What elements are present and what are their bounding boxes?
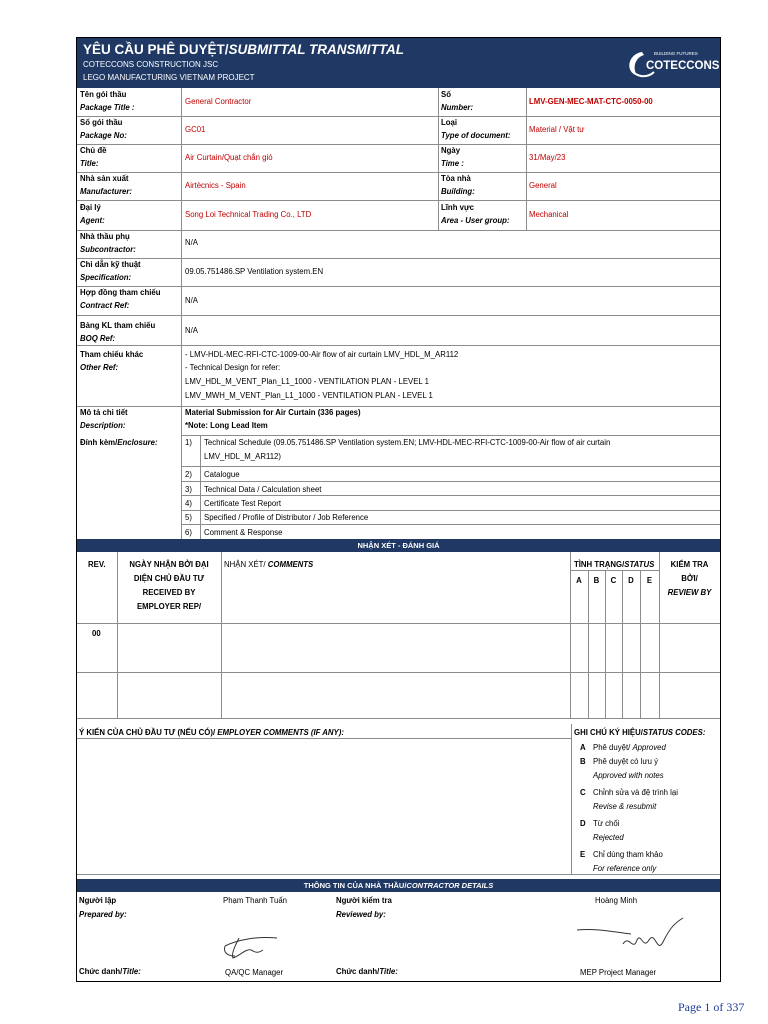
enclosure-item: Technical Data / Calculation sheet — [204, 485, 322, 494]
enclosure-label: Đính kèm/Enclosure: — [80, 438, 158, 447]
doc-type-label: Loại — [441, 118, 458, 127]
submittal-form: YÊU CẦU PHÊ DUYỆT/SUBMITTAL TRANSMITTAL COTECCONS CONSTRUCTION JSC LEGO MANUFACTURING VIETNAM PROJECT BUILDING FUTURES COTECCONS Tên gói thầu Package Title : General Contractor Số Number: LMV-GEN-MEC-MAT-CTC-0050-00 Số gói thầu Package No: GC01 Loại Type of document: Material / Vật tư Chủ đề Title: Air Curtain/Quạt chắn gió Ngày Time : 31/May/23 Nhà sản xuất Manufacturer: Airtècnics - Spain Tòa nhà Building: General Đại lý Agent: Song Loi Technical Trading Co., LTD Lĩnh vực Area - User group: Mechanical Nhà thầu phụ Subcontractor: N/A Chỉ dẫn kỹ thuật Specification: 09.05.751486.SP Ventilation system.EN Hợp đồng tham chiếu Contract Ref: N/A Bảng KL tham chiếu BOQ Ref: N/A Tham chiếu khác Other Ref: - LMV-HDL-MEC-RFI-CTC-1009-00-Air flow of air curtain LMV_HDL_M_AR112 - Technical Design for refer: LMV_HDL_M_VENT_Plan_L1_1000 - VENTILATION PLAN - LEVEL 1 LMV_MWH_M_VENT_Plan_L1_1000 - VENTILATION PLAN - LEVEL 1 Mô tả chi tiết Description: Material Submission for Air Curtain (336 pages) *Note: Long Lead Item Đính kèm/Enclosure: 1) Technical Schedule (09.05.751486.SP Ventilation system.EN; LMV-HDL-MEC-RFI-CTC-1009-00-Air flow of air curtain LMV_HDL_M_AR112) 2) Catalogue 3) Technical Data / Calculation sheet 4) Certificate Test Report 5) Specified / Profile of Distributor / Job Reference 6) Comment & Response NHẬN XÉT - ĐÁNH GIÁ REV. NGÀY NHẬN BỞI ĐẠI DIỆN CHỦ ĐẦU TƯ RECEIVED BY EMPLOYER REP/ NHẬN XÉT/ COMMENTS TÌNH TRẠNG/STATUS A B C D E KIỂM TRA BỞI/ REVIEW BY 00 Ý KIẾN CỦA CHỦ ĐẦU TƯ (NẾU CÓ)/ EMPLOYER COMMENTS (IF ANY): GHI CHÚ KÝ HIỆU/STATUS CODES: A Phê duyệt/ Approved B Phê duyệt có lưu ý Approved with notes C Chỉnh sửa và đệ trình lại Revise & resubmit D Từ chối Rejected E Chỉ dùng tham khảo For reference only THÔNG TIN CỦA NHÀ THẦU/CONTRACTOR DETAILS Người lập Prepared by: Phạm Thanh Tuấn Người kiểm tra Reviewed by: Hoàng Minh Chức danh/Title: QA/QC Manager Chức danh/Title: MEP Project Manager — [76, 37, 721, 982]
enclosure-item: Specified / Profile of Distributor / Job Reference — [204, 513, 369, 522]
prepared-by-label: Người lập — [79, 896, 117, 905]
number-value: LMV-GEN-MEC-MAT-CTC-0050-00 — [529, 97, 653, 106]
logo-text: COTECCONS — [646, 60, 720, 72]
status-code-e: E — [580, 850, 586, 859]
area-label: Lĩnh vực — [441, 203, 474, 212]
rev-header: REV. — [88, 560, 106, 569]
review-by-header: KIỂM TRA — [670, 560, 709, 569]
enclosure-no: 6) — [185, 528, 192, 537]
reviewer-title: MEP Project Manager — [580, 968, 657, 977]
boq-ref-value: N/A — [185, 326, 198, 335]
logo-tagline: BUILDING FUTURES — [654, 51, 698, 56]
received-header: NGÀY NHẬN BỞI ĐẠI — [129, 560, 209, 569]
preparer-title: QA/QC Manager — [225, 968, 284, 977]
boq-ref-label: Bảng KL tham chiếu — [80, 321, 156, 330]
enclosure-no: 1) — [185, 438, 192, 447]
status-code-d: D — [580, 819, 586, 828]
status-code-a-desc: Phê duyệt/ Approved — [593, 743, 666, 752]
agent-value: Song Loi Technical Trading Co., LTD — [185, 210, 312, 219]
status-col-c: C — [610, 576, 617, 585]
number-label: Số — [441, 90, 451, 99]
status-col-b: B — [593, 576, 600, 585]
enclosure-item: LMV_HDL_M_AR112) — [204, 452, 281, 461]
coteccons-logo — [622, 46, 720, 82]
building-label: Tòa nhà — [441, 174, 471, 183]
agent-label: Đại lý — [80, 203, 101, 212]
company-name: COTECCONS CONSTRUCTION JSC — [83, 60, 219, 69]
enclosure-item: Catalogue — [204, 470, 240, 479]
other-ref-label: Tham chiếu khác — [80, 350, 144, 359]
other-ref-line: - Technical Design for refer: — [185, 363, 281, 372]
description-label: Mô tả chi tiết — [80, 408, 128, 417]
manufacturer-value: Airtècnics - Spain — [185, 181, 246, 190]
status-header: TÌNH TRẠNG/STATUS — [574, 560, 655, 569]
title-value: Air Curtain/Quạt chắn gió — [185, 153, 273, 162]
project-name: LEGO MANUFACTURING VIETNAM PROJECT — [83, 73, 255, 82]
status-col-e: E — [646, 576, 653, 585]
enclosure-no: 3) — [185, 485, 192, 494]
reviewed-title-label: Chức danh/Title: — [336, 967, 398, 976]
form-title: YÊU CẦU PHÊ DUYỆT/SUBMITTAL TRANSMITTAL — [83, 42, 405, 57]
enclosure-item: Technical Schedule (09.05.751486.SP Ventilation system.EN; LMV-HDL-MEC-RFI-CTC-1009-00-Air flow of air curtain — [204, 438, 611, 447]
page-number: Page 1 of 337 — [678, 1000, 745, 1014]
preparer-signature-icon — [217, 916, 297, 962]
area-value: Mechanical — [529, 210, 569, 219]
enclosure-no: 2) — [185, 470, 192, 479]
status-code-d-desc: Từ chối — [593, 819, 620, 828]
contractor-section-bar: THÔNG TIN CỦA NHÀ THẦU/CONTRACTOR DETAILS — [77, 879, 720, 892]
other-ref-line: LMV_MWH_M_VENT_Plan_L1_1000 - VENTILATION PLAN - LEVEL 1 — [185, 391, 433, 400]
subcontractor-value: N/A — [185, 238, 198, 247]
enclosure-item: Certificate Test Report — [204, 499, 281, 508]
review-section-bar: NHẬN XÉT - ĐÁNH GIÁ — [77, 539, 720, 552]
enclosure-item: Comment & Response — [204, 528, 283, 537]
comments-header: NHẬN XÉT/ COMMENTS — [224, 560, 314, 569]
building-value: General — [529, 181, 557, 190]
description-line: Material Submission for Air Curtain (336 pages) — [185, 408, 361, 417]
enclosure-no: 4) — [185, 499, 192, 508]
specification-label: Chỉ dẫn kỹ thuật — [80, 260, 141, 269]
description-note: *Note: Long Lead Item — [185, 421, 268, 430]
enclosure-no: 5) — [185, 513, 192, 522]
specification-value: 09.05.751486.SP Ventilation system.EN — [185, 267, 324, 276]
title-label: Chủ đề — [80, 146, 107, 155]
time-value: 31/May/23 — [529, 153, 566, 162]
rev-value: 00 — [92, 629, 101, 638]
status-col-a: A — [576, 576, 582, 585]
status-code-a: A — [580, 743, 586, 752]
other-ref-line: - LMV-HDL-MEC-RFI-CTC-1009-00-Air flow of air curtain LMV_HDL_M_AR112 — [185, 350, 459, 359]
reviewer-name: Hoàng Minh — [595, 896, 638, 905]
package-title-value: General Contractor — [185, 97, 252, 106]
form-header — [77, 38, 720, 88]
package-no-value: GC01 — [185, 125, 206, 134]
status-col-d: D — [628, 576, 634, 585]
prepared-title-label: Chức danh/Title: — [79, 967, 141, 976]
contract-ref-label: Hợp đồng tham chiếu — [80, 288, 161, 297]
package-no-label: Số gói thầu — [80, 118, 123, 127]
manufacturer-label: Nhà sản xuất — [80, 174, 129, 183]
status-code-b: B — [580, 757, 586, 766]
other-ref-line: LMV_HDL_M_VENT_Plan_L1_1000 - VENTILATION PLAN - LEVEL 1 — [185, 377, 429, 386]
reviewer-signature-icon — [575, 914, 695, 960]
time-label: Ngày — [441, 146, 461, 155]
package-title-label: Tên gói thầu — [80, 90, 127, 99]
status-code-b-desc: Phê duyệt có lưu ý — [593, 757, 659, 766]
status-code-c-desc: Chỉnh sửa và đệ trình lại — [593, 788, 678, 797]
status-code-c: C — [580, 788, 586, 797]
employer-comments-label: Ý KIẾN CỦA CHỦ ĐẦU TƯ (NẾU CÓ)/ EMPLOYER COMMENTS (IF ANY): — [79, 728, 344, 737]
preparer-name: Phạm Thanh Tuấn — [223, 896, 288, 905]
contract-ref-value: N/A — [185, 296, 198, 305]
subcontractor-label: Nhà thầu phụ — [80, 232, 130, 241]
status-codes-header: GHI CHÚ KÝ HIỆU/STATUS CODES: — [574, 728, 706, 737]
doc-type-value: Material / Vật tư — [529, 125, 585, 134]
status-code-e-desc: Chỉ dùng tham khảo — [593, 850, 663, 859]
reviewed-by-label: Người kiểm tra — [336, 896, 392, 905]
